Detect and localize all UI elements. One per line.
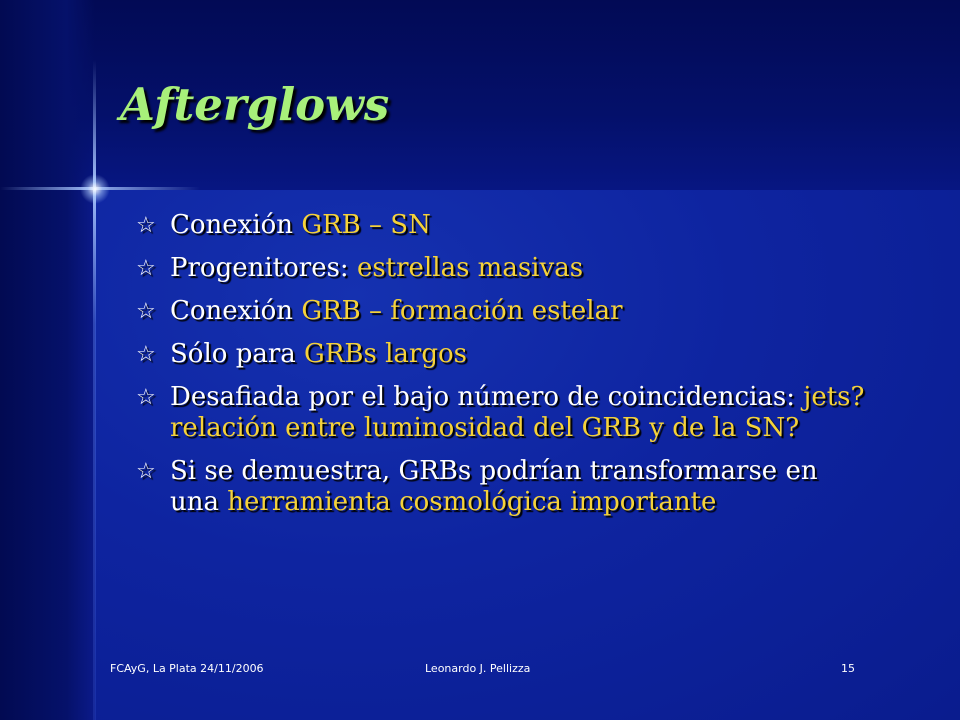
light-flare-core [80, 174, 110, 204]
footer-author: Leonardo J. Pellizza [425, 662, 531, 675]
bullet-highlight-text: GRB – SN [301, 210, 431, 240]
star-outline-icon: ☆ [136, 459, 156, 484]
bullet-list [136, 210, 866, 530]
bullet-highlight-text: GRB – formación estelar [301, 296, 623, 326]
bullet-highlight-text: estrellas masivas [356, 253, 584, 283]
star-outline-icon: ☆ [136, 342, 156, 367]
star-outline-icon: ☆ [136, 385, 156, 410]
bullet-text: Conexión [170, 210, 302, 240]
bullet-highlight-text: GRBs largos [304, 339, 467, 369]
left-band [0, 0, 95, 720]
bullet-item-b1 [136, 210, 866, 241]
bullet-text: Progenitores: [170, 253, 357, 283]
bullet-item-b4 [136, 339, 866, 370]
bullet-highlight-text: jets? relación entre luminosidad del GRB y de la SN? [170, 382, 865, 443]
bullet-text: Desafiada por el bajo número de coincidencias: [170, 382, 804, 412]
bullet-item-b5 [136, 382, 866, 444]
bullet-item-b2 [136, 253, 866, 284]
light-flare-vertical [93, 60, 96, 720]
bullet-text: Sólo para [170, 339, 305, 369]
bullet-highlight-text: herramienta cosmológica importante [227, 487, 717, 517]
footer-page-number: 15 [841, 662, 855, 675]
bullet-text: Conexión [170, 296, 302, 326]
slide-title: Afterglows [120, 78, 390, 131]
bullet-text: Si se demuestra, GRBs podrían transformarse en una [170, 456, 818, 517]
star-outline-icon: ☆ [136, 256, 156, 281]
star-outline-icon: ☆ [136, 213, 156, 238]
star-outline-icon: ☆ [136, 299, 156, 324]
footer-venue-date: FCAyG, La Plata 24/11/2006 [110, 662, 264, 675]
bullet-item-b3 [136, 296, 866, 327]
bullet-item-b6 [136, 456, 866, 518]
